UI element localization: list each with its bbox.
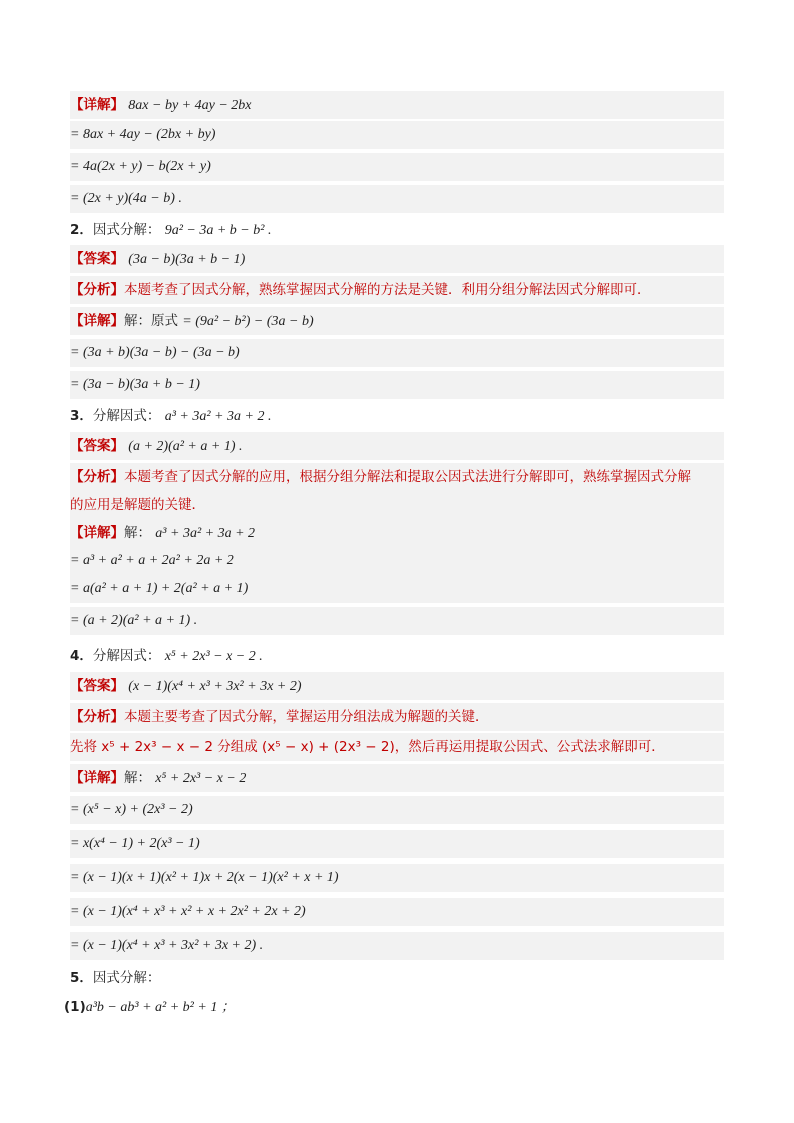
question-number: 3． (70, 408, 93, 424)
analysis-line (70, 276, 724, 304)
solution-lead: 解： (124, 525, 151, 541)
question-label: 分解因式： (92, 648, 161, 664)
solution-line (70, 764, 724, 792)
solution-line: = a³ + a² + a + 2a² + 2a + 2 (70, 547, 724, 575)
answer-line (70, 672, 724, 700)
answer-line (70, 245, 724, 273)
solution-lead: 解：原式 (124, 313, 178, 329)
solution-lead: 解： (124, 770, 151, 786)
analysis-text: 本题考查了因式分解的应用，根据分组分解法和提取公因式法进行分解即可，熟练掌握因式分解 (124, 469, 691, 485)
solution-line: = (x⁵ − x) + (2x³ − 2) (70, 796, 724, 824)
detail-tag: 【详解】 (70, 770, 124, 786)
question-label: 因式分解： (92, 970, 161, 986)
math-expression: (3a − b)(3a + b − 1) (128, 252, 246, 267)
detail-tag: 【详解】 (70, 313, 124, 329)
math-expression: 9a² − 3a + b − b² . (164, 223, 272, 238)
question-label: 分解因式： (92, 408, 161, 424)
math-expression: 8ax − by + 4ay − 2bx (128, 98, 252, 113)
analysis-line (70, 703, 724, 731)
question-4 (70, 642, 724, 670)
analysis-tag: 【分析】 (70, 282, 124, 298)
analysis-text: 本题主要考查了因式分解，掌握运用分组法成为解题的关键． (124, 709, 489, 725)
math-expression: x⁵ + 2x³ − x − 2 (155, 771, 247, 786)
solution-line: = 4a(2x + y) − b(2x + y) (70, 153, 724, 181)
solution-line (70, 307, 724, 335)
subquestion-1 (64, 993, 718, 1021)
solution-line: = (a + 2)(a² + a + 1) . (70, 607, 724, 635)
analysis-tag: 【分析】 (70, 469, 124, 485)
solution-line: = (3a + b)(3a − b) − (3a − b) (70, 339, 724, 367)
math-expression: = (9a² − b²) − (3a − b) (182, 314, 314, 329)
math-expression: a³b − ab³ + a² + b² + 1 ； (85, 1000, 235, 1015)
math-expression: (a + 2)(a² + a + 1) . (128, 439, 243, 454)
analysis-text: 本题考查了因式分解，熟练掌握因式分解的方法是关键．利用分组分解法因式分解即可． (124, 282, 651, 298)
detail-tag: 【详解】 (70, 525, 124, 541)
solution-line: = 8ax + 4ay − (2bx + by) (70, 121, 724, 149)
solution-line (70, 519, 724, 547)
question-number: 5． (70, 970, 93, 986)
subquestion-number: (1) (64, 999, 86, 1015)
question-3 (70, 402, 724, 430)
solution-line: = (2x + y)(4a − b) . (70, 185, 724, 213)
solution-line: = (x − 1)(x⁴ + x³ + 3x² + 3x + 2) . (70, 932, 724, 960)
question-number: 2． (70, 222, 93, 238)
question-number: 4． (70, 648, 93, 664)
answer-line (70, 432, 724, 460)
math-expression: a³ + 3a² + 3a + 2 . (164, 409, 272, 424)
analysis-text: 先将 x⁵ + 2x³ − x − 2 分组成 (x⁵ − x) + (2x³ − 2)，然后再运用提取公因式、公式法求解即可． (70, 733, 724, 761)
question-2 (70, 216, 724, 244)
analysis-text: 的应用是解题的关键． (70, 491, 724, 519)
math-expression: (x − 1)(x⁴ + x³ + 3x² + 3x + 2) (128, 679, 302, 694)
solution-line: = (x − 1)(x + 1)(x² + 1)x + 2(x − 1)(x² + x + 1) (70, 864, 724, 892)
math-expression: x⁵ + 2x³ − x − 2 . (164, 649, 263, 664)
answer-tag: 【答案】 (70, 678, 124, 694)
solution-line: = (3a − b)(3a + b − 1) (70, 371, 724, 399)
analysis-line (70, 463, 724, 491)
detail-tag: 【详解】 (70, 97, 124, 113)
question-5 (70, 964, 724, 992)
question-label: 因式分解： (92, 222, 161, 238)
analysis-tag: 【分析】 (70, 709, 124, 725)
solution-line: = (x − 1)(x⁴ + x³ + x² + x + 2x² + 2x + 2) (70, 898, 724, 926)
solution-line: = x(x⁴ − 1) + 2(x³ − 1) (70, 830, 724, 858)
solution-line (70, 91, 724, 119)
answer-tag: 【答案】 (70, 438, 124, 454)
math-expression: a³ + 3a² + 3a + 2 (155, 526, 256, 541)
answer-tag: 【答案】 (70, 251, 124, 267)
solution-line: = a(a² + a + 1) + 2(a² + a + 1) (70, 575, 724, 603)
